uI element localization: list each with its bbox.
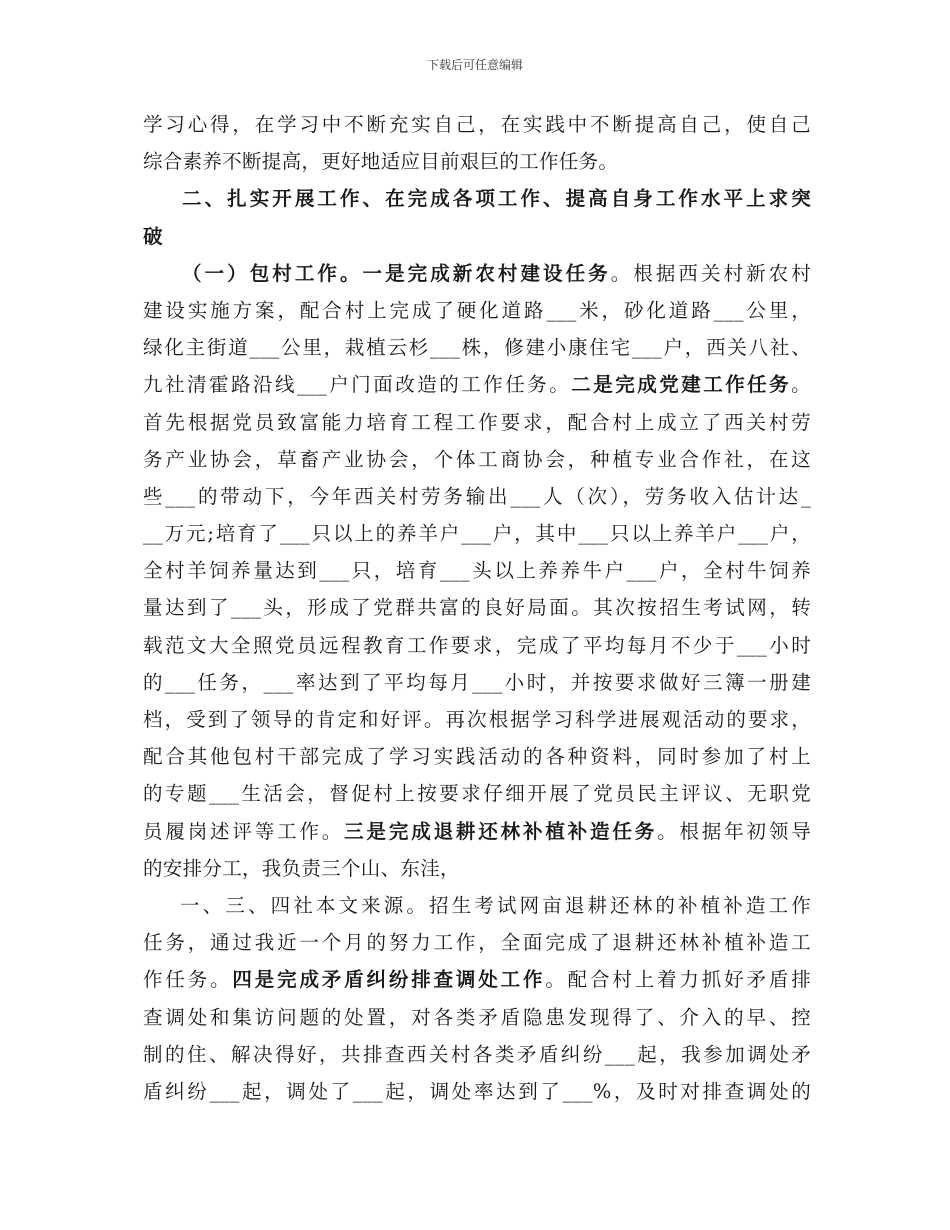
text-line: 一、三、四社本文来源。招生考试网亩退耕还林的补植补造工作 xyxy=(180,893,811,917)
text-line: __万元;培育了___只以上的养羊户___户，其中___只以上养羊户___户， xyxy=(143,522,811,546)
text-line: 绿化主街道___公里，栽植云杉___株，修建小康住宅___户，西关八社、 xyxy=(143,336,811,360)
text-line: 些___的带动下，今年西关村劳务输出___人（次），劳务收入估计达_ xyxy=(143,484,811,508)
text-line: 九社清霍路沿线___户门面改造的工作任务。二是完成党建工作任务。 xyxy=(143,373,811,397)
text-line: 员履岗述评等工作。三是完成退耕还林补植补造任务。根据年初领导 xyxy=(143,819,812,843)
text-line: 建设实施方案，配合村上完成了硬化道路___米，砂化道路___公里， xyxy=(143,298,811,322)
text-line: 盾纠纷___起，调处了___起，调处率达到了___%，及时对排查调处的 xyxy=(143,1079,811,1103)
text-line: 档，受到了领导的肯定和好评。再次根据学习科学进展观活动的要求， xyxy=(143,708,811,731)
text-line: （一）包村工作。一是完成新农村建设任务。根据西关村新农村 xyxy=(182,261,812,285)
section-heading: 二、扎实开展工作、在完成各项工作、提高自身工作水平上求突 xyxy=(182,187,811,211)
text-line: 制的住、解决得好，共排查西关村各类矛盾纠纷___起，我参加调处矛 xyxy=(143,1042,811,1066)
text-line: 学习心得，在学习中不断充实自己，在实践中不断提高自己，使自己 xyxy=(143,113,811,136)
text-line: 量达到了___头，形成了党群共富的良好局面。其次按招生考试网，转 xyxy=(143,596,811,620)
text-line: 的安排分工，我负责三个山、东洼， xyxy=(143,856,460,880)
text-line: 务产业协会，草畜产业协会，个体工商协会，种植专业合作社，在这 xyxy=(143,447,811,471)
text-line: 首先根据党员致富能力培育工程工作要求，配合村上成立了西关村劳 xyxy=(143,410,811,434)
text-line: 载范文大全照党员远程教育工作要求，完成了平均每月不少于___小时 xyxy=(143,633,811,657)
text-line: 查调处和集访问题的处置，对各类矛盾隐患发现得了、介入的早、控 xyxy=(143,1005,811,1029)
page-header: 下载后可任意编辑 xyxy=(426,58,523,72)
text-line: 综合素养不断提高，更好地适应目前艰巨的工作任务。 xyxy=(143,150,619,174)
text-line: 的专题___生活会，督促村上按要求仔细开展了党员民主评议、无职党 xyxy=(143,782,811,806)
text-line: 任务，通过我近一个月的努力工作，全面完成了退耕还林补植补造工 xyxy=(143,931,811,955)
text-line: 的___任务，___率达到了平均每月___小时，并按要求做好三簿一册建 xyxy=(143,670,811,694)
text-line: 作任务。四是完成矛盾纠纷排查调处工作。配合村上着力抓好矛盾排 xyxy=(143,968,811,992)
text-line: 全村羊饲养量达到___只，培育___头以上养养牛户___户，全村牛饲养 xyxy=(143,559,811,583)
section-heading: 破 xyxy=(143,224,163,248)
text-line: 配合其他包村干部完成了学习实践活动的各种资料，同时参加了村上 xyxy=(143,745,811,769)
document-body xyxy=(143,106,811,1110)
